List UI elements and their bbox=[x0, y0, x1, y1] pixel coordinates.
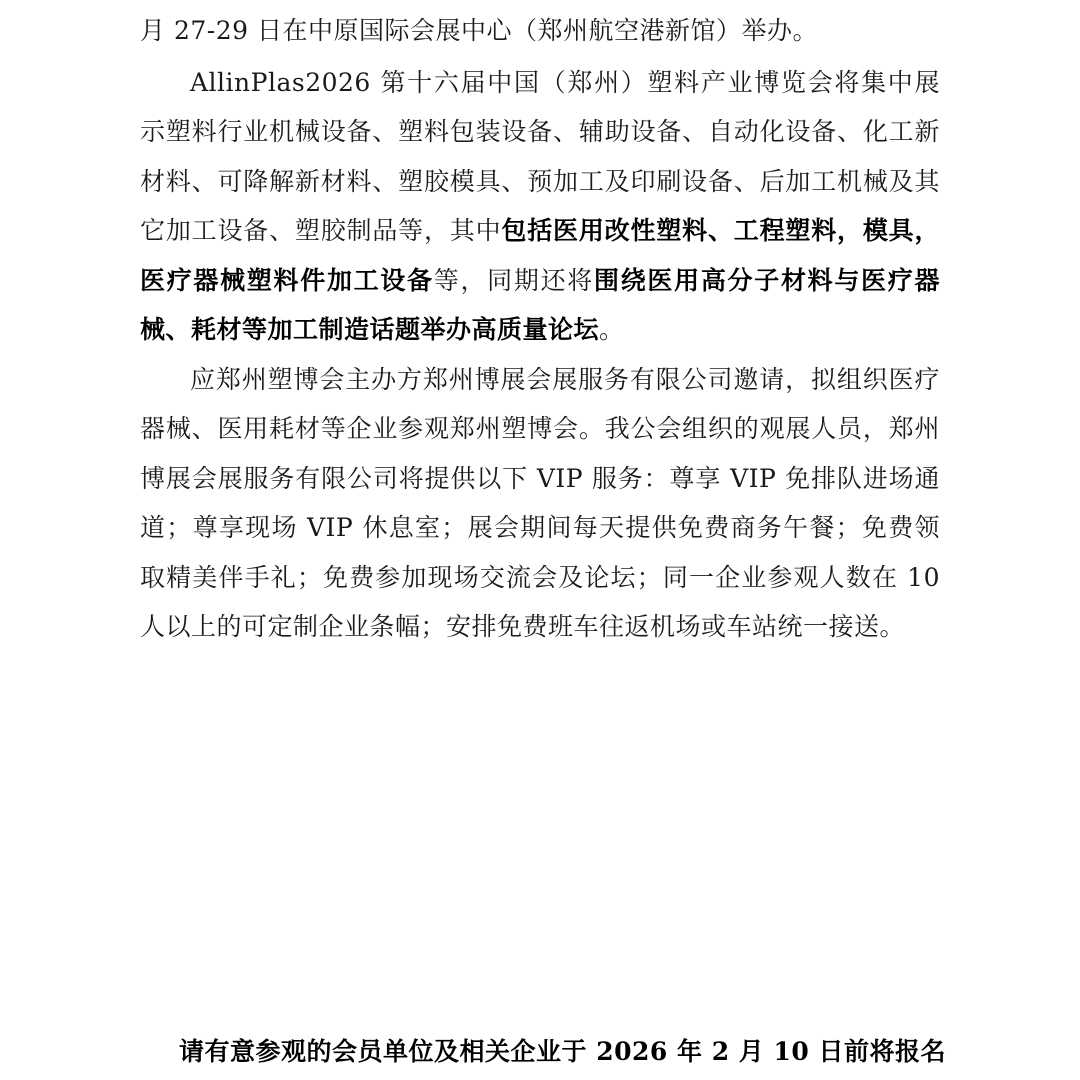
paragraph-vip-invitation: 应郑州塑博会主办方郑州博展会展服务有限公司邀请，拟组织医疗器械、医用耗材等企业参观郑州塑博会。我公会组织的观展人员，郑州博展会展服务有限公司将提供以下 VIP 服务：尊享 VIP 免排队进场通道；尊享现场 VIP 休息室；展会期间每天提供免费商务午餐；免费领取精美伴手礼；免费参加现场交流会及论坛；同一企业参观人数在 10 人以上的可定制企业条幅；安排免费班车往返机场或车站统一接送。 bbox=[140, 365, 940, 642]
exhibition-text-part2: 等，同期还将 bbox=[433, 265, 594, 295]
exhibition-bold-highlight-2: 围绕医用高分子材料与医疗器械、耗材等加工制造话题举办高质量论坛 bbox=[140, 265, 940, 345]
paragraph-exhibition-overview bbox=[140, 58, 940, 354]
exhibition-text-part3: 。 bbox=[599, 315, 625, 345]
exhibition-text-part1: AllinPlas2026 第十六届中国（郑州）塑料产业博览会将集中展示塑料行业机械设备、塑料包装设备、辅助设备、自动化设备、化工新材料、可降解新材料、塑胶模具、预加工及印刷设备、后加工机械及其它加工设备、塑胶制品等，其中 bbox=[140, 68, 940, 246]
exhibition-bold-highlight-1: 包括医用改性塑料、工程塑料，模具，医疗器械塑料件加工设备 bbox=[140, 216, 940, 295]
registration-notice: 请有意参观的会员单位及相关企业于 2026 年 2 月 10 日前将报名 bbox=[179, 1037, 946, 1066]
paragraph-continuation: 月 27-29 日在中原国际会展中心（郑州航空港新馆）举办。 bbox=[140, 16, 818, 45]
